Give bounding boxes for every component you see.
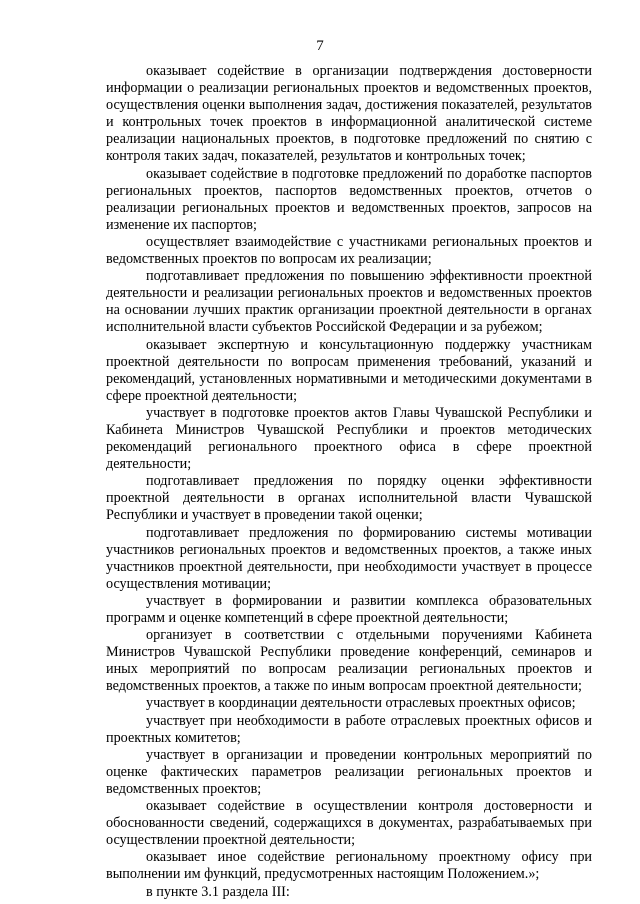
- paragraph: в пункте 3.1 раздела III:: [146, 883, 290, 900]
- paragraph: участвует при необходимости в работе отраслевых проектных офисов и проектных комитетов;: [106, 712, 592, 746]
- paragraph: подготавливает предложения по порядку оценки эффективности проектной деятельности в органах исполнительной власти Чувашской Республики и участвует в проведении такой оценки;: [106, 473, 592, 524]
- paragraph: оказывает иное содействие региональному проектному офису при выполнении им функций, предусмотренных настоящим Положением.»;: [106, 849, 592, 883]
- paragraph: подготавливает предложения по повышению эффективности проектной деятельности и реализации региональных проектов и ведомственных проектов на основании лучших практик организации проектной деятельности в органах исполнительной власти субъектов Российской Федерации и за рубежом;: [106, 268, 592, 336]
- paragraph: осуществляет взаимодействие с участниками региональных проектов и ведомственных проектов по вопросам их реализации;: [106, 233, 592, 268]
- paragraph: подготавливает предложения по формированию системы мотивации участников региональных проектов и ведомственных проектов, а также иных участников проектной деятельности, при необходимости участвует в процессе осуществления мотивации;: [106, 524, 592, 592]
- document-body: [106, 63, 592, 901]
- page-number: 7: [316, 38, 324, 54]
- paragraph: участвует в координации деятельности отраслевых проектных офисов;: [146, 695, 576, 712]
- paragraph: оказывает содействие в осуществлении контроля достоверности и обоснованности сведений, содержащихся в документах, разрабатываемых при осуществлении проектной деятельности;: [106, 798, 592, 849]
- paragraph: оказывает экспертную и консультационную поддержку участникам проектной деятельности по вопросам применения требований, указаний и рекомендаций, установленных нормативными и методическими документами в сфере проектной деятельности;: [106, 336, 592, 404]
- paragraph: организует в соответствии с отдельными поручениями Кабинета Министров Чувашской Республики проведение конференций, семинаров и иных мероприятий по вопросам реализации региональных проектов и ведомственных проектов, а также по иным вопросам проектной деятельности;: [106, 627, 592, 695]
- paragraph: участвует в организации и проведении контрольных мероприятий по оценке фактических параметров реализации региональных проектов и ведомственных проектов;: [106, 746, 592, 797]
- paragraph: участвует в подготовке проектов актов Главы Чувашской Республики и Кабинета Министров Чувашской Республики и проектов методических рекомендаций регионального проектного офиса в сфере проектной деятельности;: [106, 404, 592, 473]
- paragraph: оказывает содействие в подготовке предложений по доработке паспортов региональных проектов, паспортов ведомственных проектов, отчетов о реализации региональных проектов и ведомственных проектов, запросов на изменение их паспортов;: [106, 165, 592, 233]
- paragraph: участвует в формировании и развитии комплекса образовательных программ и оценке компетенций в сфере проектной деятельности;: [106, 592, 592, 626]
- paragraph: оказывает содействие в организации подтверждения достоверности информации о реализации региональных проектов и ведомственных проектов, осуществления оценки выполнения задач, достижения показателей, результатов и контрольных точек проектов в информационной аналитической системе реализации национальных проектов, в подготовке предложений по снятию с контроля таких задач, показателей, результатов и контрольных точек;: [106, 63, 592, 165]
